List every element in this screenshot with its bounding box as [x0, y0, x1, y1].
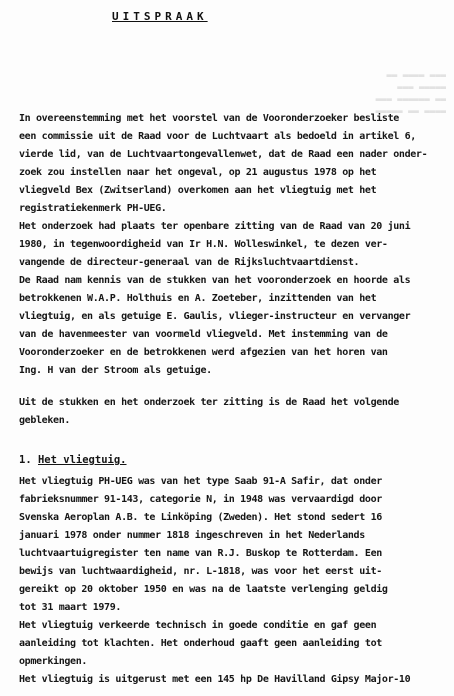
text-line: Het vliegtuig verkeerde technisch in goede conditie en gaf geen — [19, 620, 377, 631]
text-line: tot 31 maart 1979. — [19, 602, 122, 613]
text-line: betrokkenen W.A.P. Holthuis en A. Zoeteber, inzittenden van het — [19, 293, 377, 304]
text-line: Het onderzoek had plaats ter openbare zitting van de Raad van 20 juni — [19, 221, 411, 232]
text-line: bewijs van luchtwaardigheid, nr. L-1818, was voor het eerst uit- — [19, 566, 382, 577]
text-line: Uit de stukken en het onderzoek ter zitting is de Raad het volgende — [19, 397, 399, 408]
text-line: van de havenmeester van voormeld vliegveld. Met instemming van de — [19, 329, 388, 340]
text-line: Het vliegtuig PH-UEG was van het type Saab 91-A Safir, dat onder — [19, 476, 382, 487]
text-line: Het vliegtuig is uitgerust met een 145 hp De Havilland Gipsy Major-10 — [19, 674, 411, 685]
text-line: Ing. H van der Stroom als getuige. — [19, 365, 212, 376]
bleed-through-shadow: ▬▬▬ ▬▬▬▬ ▬▬ ▬▬▬▬▬ ▬▬▬ ▬▬ ▬▬▬▬▬▬ ▬▬▬ ▬▬▬▬ ▬▬ ▬▬▬▬▬ — [375, 71, 446, 117]
section-title: Het vliegtuig. — [37, 454, 127, 466]
text-line: vangende de directeur-generaal van de Rijksluchtvaartdienst. — [19, 257, 360, 268]
text-line: vierde lid, van de Luchtvaartongevallenwet, dat de Raad een nader onder- — [19, 149, 428, 160]
text-line: 1980, in tegenwoordigheid van Ir H.N. Wolleswinkel, te dezen ver- — [19, 239, 388, 250]
text-line: aanleiding tot klachten. Het onderhoud gaaft geen aanleiding tot — [19, 638, 382, 649]
text-line: januari 1978 onder nummer 1818 ingeschreven in het Nederlands — [19, 530, 365, 541]
text-line: vliegtuig, en als getuige E. Gaulis, vlieger-instructeur en vervanger — [19, 311, 411, 322]
section-number: 1. — [19, 454, 32, 466]
text-line: fabrieksnummer 91-143, categorie N, in 1948 was vervaardigd door — [19, 494, 382, 505]
text-line: Vooronderzoeker en de betrokkenen werd afgezien van het horen van — [19, 347, 388, 358]
text-line: zoek zou instellen naar het ongeval, op 21 augustus 1978 op het — [19, 167, 377, 178]
text-line: Svenska Aeroplan A.B. te Linköping (Zweden). Het stond sedert 16 — [19, 512, 382, 523]
document-title: UITSPRAAK — [112, 10, 208, 23]
text-line: De Raad nam kennis van de stukken van het vooronderzoek en hoorde als — [19, 275, 411, 286]
text-line: registratiekenmerk PH-UEG. — [19, 203, 167, 214]
text-line: In overeenstemming met het voorstel van de Vooronderzoeker besliste — [19, 113, 399, 124]
text-line: vliegveld Bex (Zwitserland) overkomen aan het vliegtuig met het — [19, 185, 377, 196]
text-line: gebleken. — [19, 415, 71, 426]
text-line: luchtvaartuigregister ten name van R.J. Buskop te Rotterdam. Een — [19, 548, 382, 559]
text-line: opmerkingen. — [19, 656, 88, 667]
text-line: een commissie uit de Raad voor de Luchtvaart als bedoeld in artikel 6, — [19, 131, 416, 142]
section-heading — [19, 454, 127, 466]
text-line: gereikt op 20 oktober 1950 en was na de laatste verlenging geldig — [19, 584, 388, 595]
